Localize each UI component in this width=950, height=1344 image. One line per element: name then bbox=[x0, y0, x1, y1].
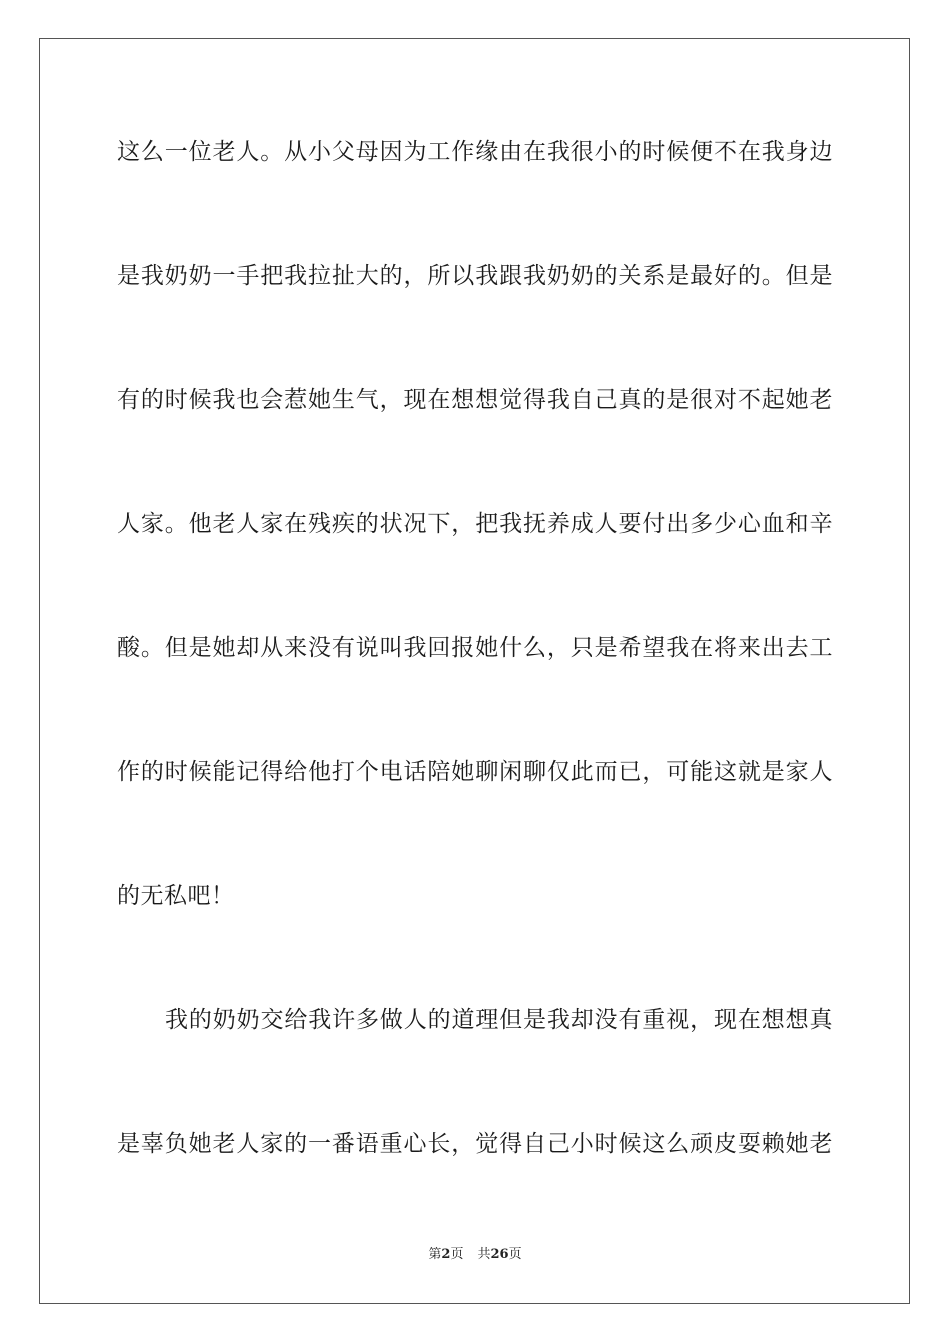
paragraph-line-4: 人家。他老人家在残疾的状况下，把我抚养成人要付出多少心血和辛 bbox=[117, 511, 833, 537]
paragraph-line-6: 作的时候能记得给他打个电话陪她聊闲聊仅此而已，可能这就是家人 bbox=[117, 759, 833, 785]
paragraph-line-7: 的无私吧！ bbox=[117, 883, 235, 909]
page-prefix: 第 bbox=[428, 1247, 442, 1262]
paragraph-line-1: 这么一位老人。从小父母因为工作缘由在我很小的时候便不在我身边 bbox=[117, 139, 833, 165]
paragraph2-line-2: 是辜负她老人家的一番语重心长，觉得自己小时候这么顽皮耍赖她老 bbox=[117, 1131, 833, 1157]
total-suffix: 页 bbox=[508, 1247, 522, 1262]
paragraph-line-2: 是我奶奶一手把我拉扯大的，所以我跟我奶奶的关系是最好的。但是 bbox=[117, 263, 833, 289]
paragraph-line-3: 有的时候我也会惹她生气，现在想想觉得我自己真的是很对不起她老 bbox=[117, 387, 833, 413]
paragraph-line-5: 酸。但是她却从来没有说叫我回报她什么，只是希望我在将来出去工 bbox=[117, 635, 833, 661]
page-border bbox=[39, 38, 910, 1304]
total-prefix: 共 bbox=[477, 1247, 491, 1262]
page-number: 2 bbox=[441, 1247, 451, 1262]
paragraph2-line-1: 我的奶奶交给我许多做人的道理但是我却没有重视，现在想想真 bbox=[165, 1007, 833, 1033]
total-pages: 26 bbox=[490, 1247, 509, 1262]
page-footer bbox=[0, 1246, 950, 1264]
page-suffix: 页 bbox=[450, 1247, 464, 1262]
